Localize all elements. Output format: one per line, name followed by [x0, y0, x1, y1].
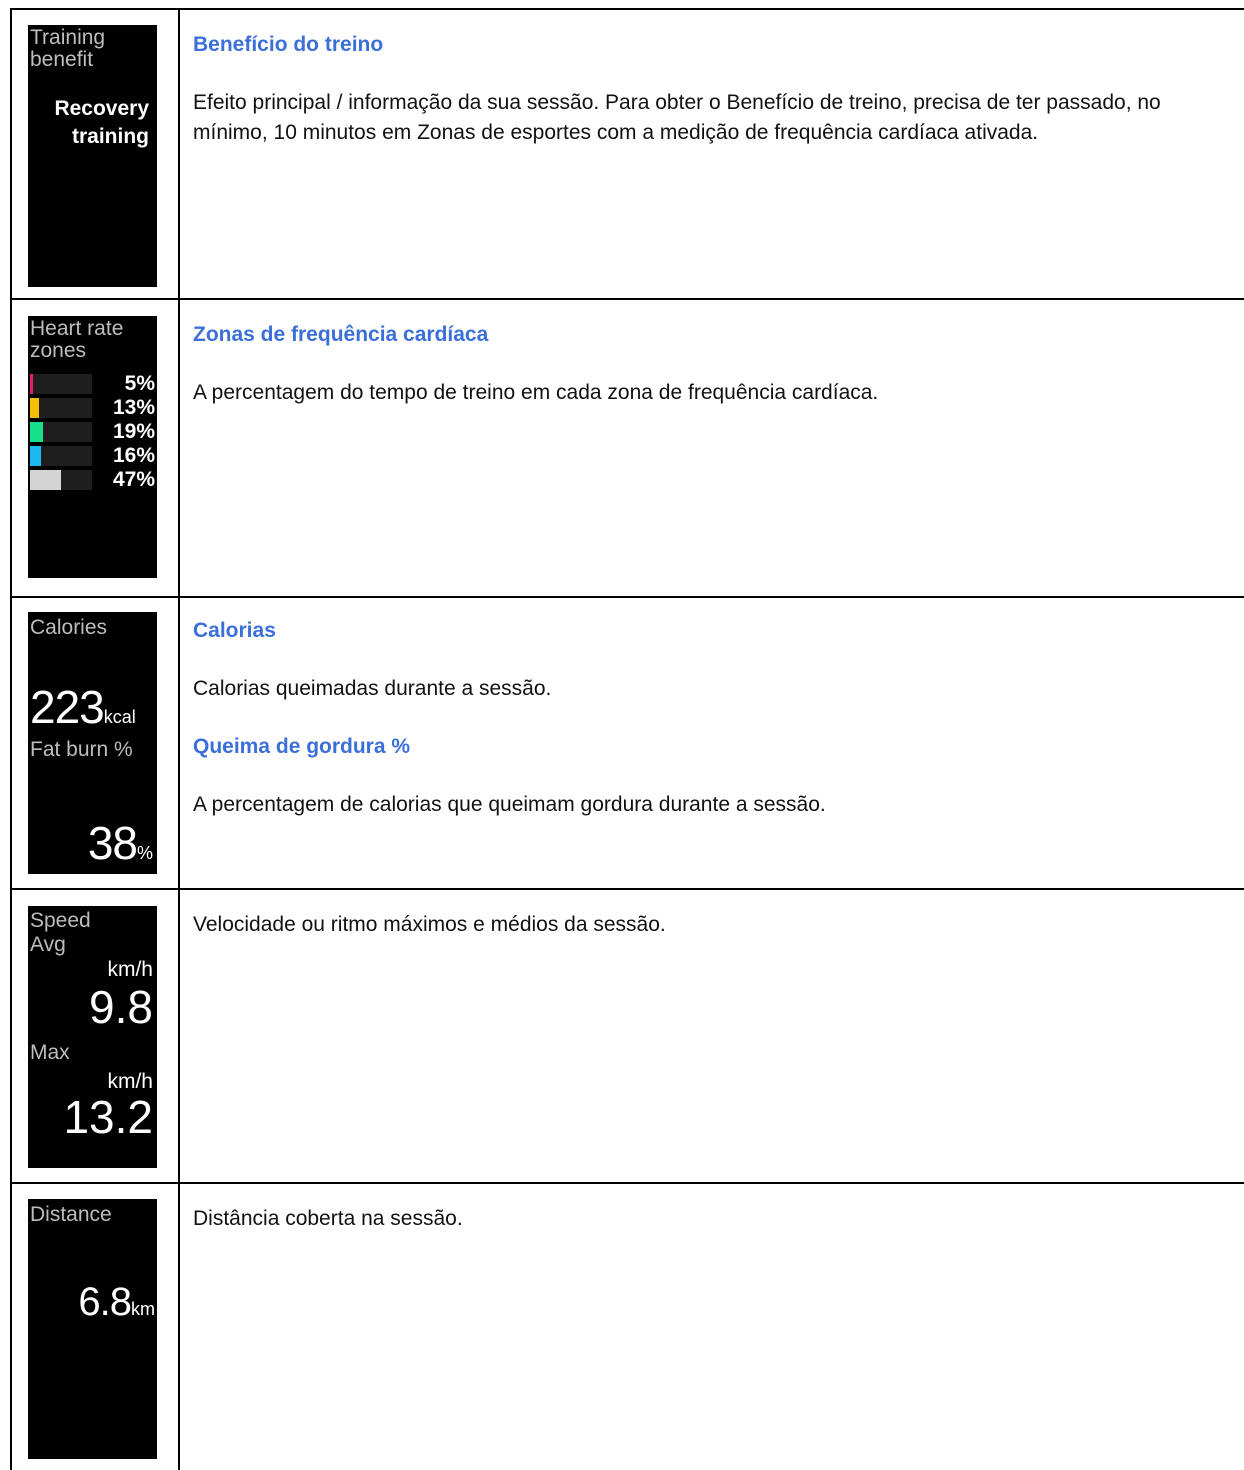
- speed-screen: [28, 906, 157, 1168]
- screen-title-line: benefit: [30, 48, 94, 71]
- section-text: Distância coberta na sessão.: [193, 1207, 463, 1230]
- distance-readout: [78, 1279, 155, 1325]
- calories-unit: kcal: [103, 707, 136, 727]
- distance-unit: km: [131, 1299, 155, 1319]
- heart-rate-zones-description: [193, 320, 1226, 408]
- section-heading: Zonas de frequência cardíaca: [193, 323, 489, 346]
- value-line: training: [72, 125, 149, 148]
- table-left-border: [10, 8, 12, 1470]
- avg-label: Avg: [30, 933, 66, 956]
- training-benefit-screen: [28, 25, 157, 287]
- section-heading: Queima de gordura %: [193, 735, 411, 758]
- zone-row: [28, 444, 157, 467]
- zone-row: [28, 468, 157, 491]
- zone-percent-label: 19%: [112, 420, 155, 443]
- table-column-divider: [178, 8, 180, 1470]
- row-divider: [10, 596, 1244, 598]
- distance-value: 6.8: [78, 1280, 131, 1324]
- calories-readout: [30, 681, 136, 733]
- zone-bar: [30, 446, 41, 466]
- screen-title-line: Heart rate: [30, 317, 124, 340]
- screen-title: Speed: [30, 909, 91, 932]
- calories-value: 223: [30, 681, 104, 733]
- section-text: A percentagem do tempo de treino em cada zona de frequência cardíaca.: [193, 381, 879, 404]
- avg-unit: km/h: [107, 958, 153, 981]
- zone-percent-label: 13%: [112, 396, 155, 419]
- zone-row: [28, 420, 157, 443]
- screen-title-line: zones: [30, 339, 87, 362]
- speed-description: [193, 910, 1226, 940]
- row-divider: [10, 298, 1244, 300]
- zone-bar: [30, 470, 61, 490]
- row-divider: [10, 1182, 1244, 1184]
- value-line: Recovery: [54, 97, 149, 120]
- distance-description: [193, 1204, 1226, 1234]
- zone-percent-label: 16%: [112, 444, 155, 467]
- zone-bar: [30, 374, 33, 394]
- fat-burn-unit: %: [136, 843, 153, 863]
- max-value: 13.2: [63, 1091, 153, 1143]
- calories-description: [193, 616, 1226, 820]
- section-text: Calorias queimadas durante a sessão.: [193, 677, 552, 700]
- calories-screen: [28, 612, 157, 874]
- fat-burn-readout: [87, 817, 153, 869]
- screen-title-line: Training: [30, 26, 106, 49]
- fat-burn-label: Fat burn %: [30, 738, 133, 761]
- max-unit: km/h: [107, 1070, 153, 1093]
- distance-screen: [28, 1199, 157, 1459]
- section-text: Efeito principal / informação da sua sessão. Para obter o Benefício de treino, precisa de ter passado, no mínimo, 10 minutos em Zonas de esportes com a medição de frequência cardíaca ativada.: [193, 91, 1161, 144]
- zone-track: [30, 398, 92, 418]
- training-benefit-value: [54, 95, 149, 151]
- zone-bar: [30, 398, 39, 418]
- avg-value: 9.8: [89, 981, 153, 1033]
- zone-percent-label: 47%: [112, 468, 155, 491]
- heart-rate-zones-screen: [28, 316, 157, 578]
- section-heading: Calorias: [193, 619, 276, 642]
- table-top-border: [10, 8, 1244, 10]
- row-divider: [10, 888, 1244, 890]
- section-text: Velocidade ou ritmo máximos e médios da sessão.: [193, 913, 666, 936]
- training-benefit-description: [193, 30, 1226, 148]
- zone-row: [28, 372, 157, 395]
- max-label: Max: [30, 1041, 70, 1064]
- screen-title: [30, 27, 105, 71]
- zone-percent-label: 5%: [124, 372, 155, 395]
- zone-row: [28, 396, 157, 419]
- zone-track: [30, 374, 92, 394]
- section-text: A percentagem de calorias que queimam gordura durante a sessão.: [193, 793, 826, 816]
- screen-title: Calories: [30, 616, 108, 639]
- screen-title: [30, 318, 123, 362]
- zone-bar: [30, 422, 43, 442]
- section-heading: Benefício do treino: [193, 33, 384, 56]
- screen-title: Distance: [30, 1203, 112, 1226]
- fat-burn-value: 38: [87, 817, 137, 869]
